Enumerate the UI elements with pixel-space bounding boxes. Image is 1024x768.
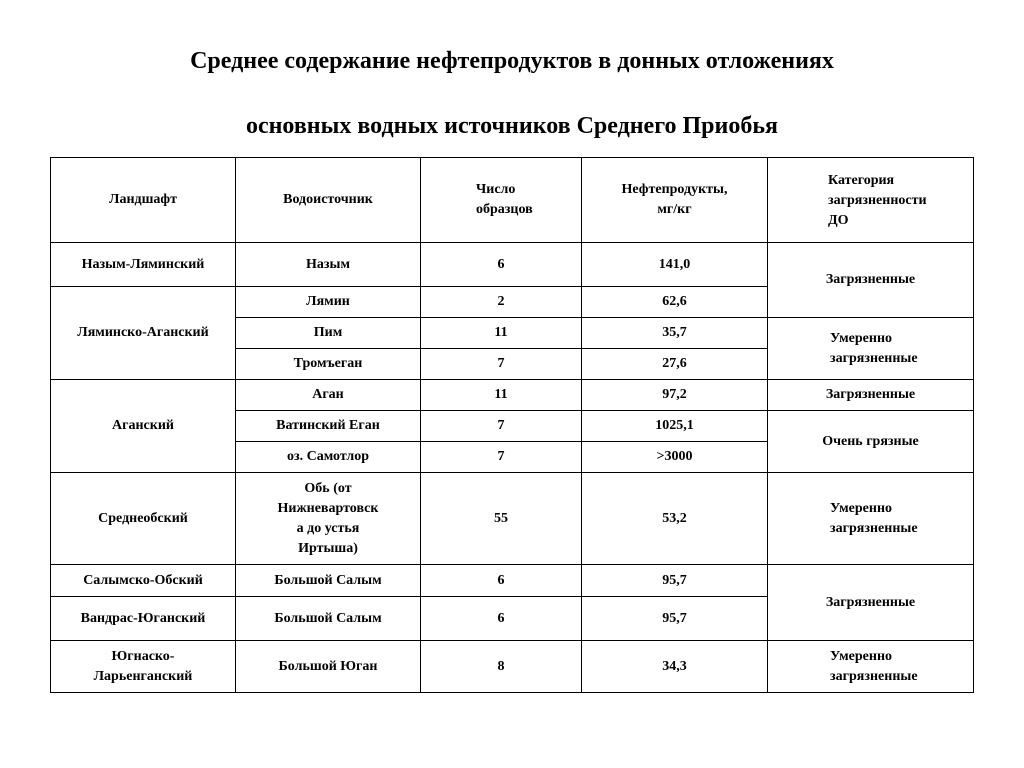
landscape-cell: Ляминско-Аганский [51,287,236,380]
source-cell: Обь (от Нижневартовск а до устья Иртыша) [236,473,421,565]
oil-cell: 35,7 [582,318,768,349]
samples-cell: 11 [421,318,582,349]
source-cell: оз. Самотлор [236,442,421,473]
samples-cell: 7 [421,442,582,473]
oil-cell: 62,6 [582,287,768,318]
table-row [51,473,974,565]
landscape-cell: Среднеобский [51,473,236,565]
oil-cell: 97,2 [582,380,768,411]
samples-cell: 7 [421,411,582,442]
oil-cell: 141,0 [582,243,768,287]
oil-content-table [50,157,974,693]
samples-cell: 2 [421,287,582,318]
header-oil: Нефтепродукты, мг/кг [582,158,768,243]
header-category: Категория загрязненности ДО [768,158,974,243]
samples-cell: 11 [421,380,582,411]
category-cell: Загрязненные [768,380,974,411]
landscape-cell: Вандрас-Юганский [51,597,236,641]
page-title-line-2: основных водных источников Среднего Приобья [245,113,779,139]
category-cell: Умеренно загрязненные [768,473,974,565]
source-cell: Пим [236,318,421,349]
category-cell: Умеренно загрязненные [768,641,974,693]
landscape-cell: Назым-Ляминский [51,243,236,287]
page-title-line-1: Среднее содержание нефтепродуктов в донных отложениях [190,48,834,74]
source-cell: Назым [236,243,421,287]
samples-cell: 6 [421,243,582,287]
category-cell: Загрязненные [768,565,974,641]
header-source: Водоисточник [236,158,421,243]
source-cell: Лямин [236,287,421,318]
header-landscape: Ландшафт [51,158,236,243]
category-cell: Умеренно загрязненные [768,318,974,380]
landscape-cell: Салымско-Обский [51,565,236,597]
source-cell: Тромъеган [236,349,421,380]
oil-cell: 34,3 [582,641,768,693]
oil-cell: 95,7 [582,597,768,641]
landscape-cell: Аганский [51,380,236,473]
source-cell: Ватинский Еган [236,411,421,442]
header-row [51,158,974,243]
table-row [51,243,974,287]
samples-cell: 6 [421,565,582,597]
oil-cell: >3000 [582,442,768,473]
oil-cell: 1025,1 [582,411,768,442]
oil-cell: 27,6 [582,349,768,380]
category-cell: Очень грязные [768,411,974,473]
landscape-cell: Югнаско- Ларьенганский [51,641,236,693]
samples-cell: 6 [421,597,582,641]
table-row [51,380,974,411]
header-samples: Число образцов [421,158,582,243]
oil-cell: 95,7 [582,565,768,597]
table-row [51,641,974,693]
source-cell: Большой Салым [236,597,421,641]
source-cell: Большой Юган [236,641,421,693]
oil-cell: 53,2 [582,473,768,565]
source-cell: Большой Салым [236,565,421,597]
samples-cell: 7 [421,349,582,380]
samples-cell: 8 [421,641,582,693]
samples-cell: 55 [421,473,582,565]
category-cell: Загрязненные [768,243,974,318]
source-cell: Аган [236,380,421,411]
table-row [51,565,974,597]
